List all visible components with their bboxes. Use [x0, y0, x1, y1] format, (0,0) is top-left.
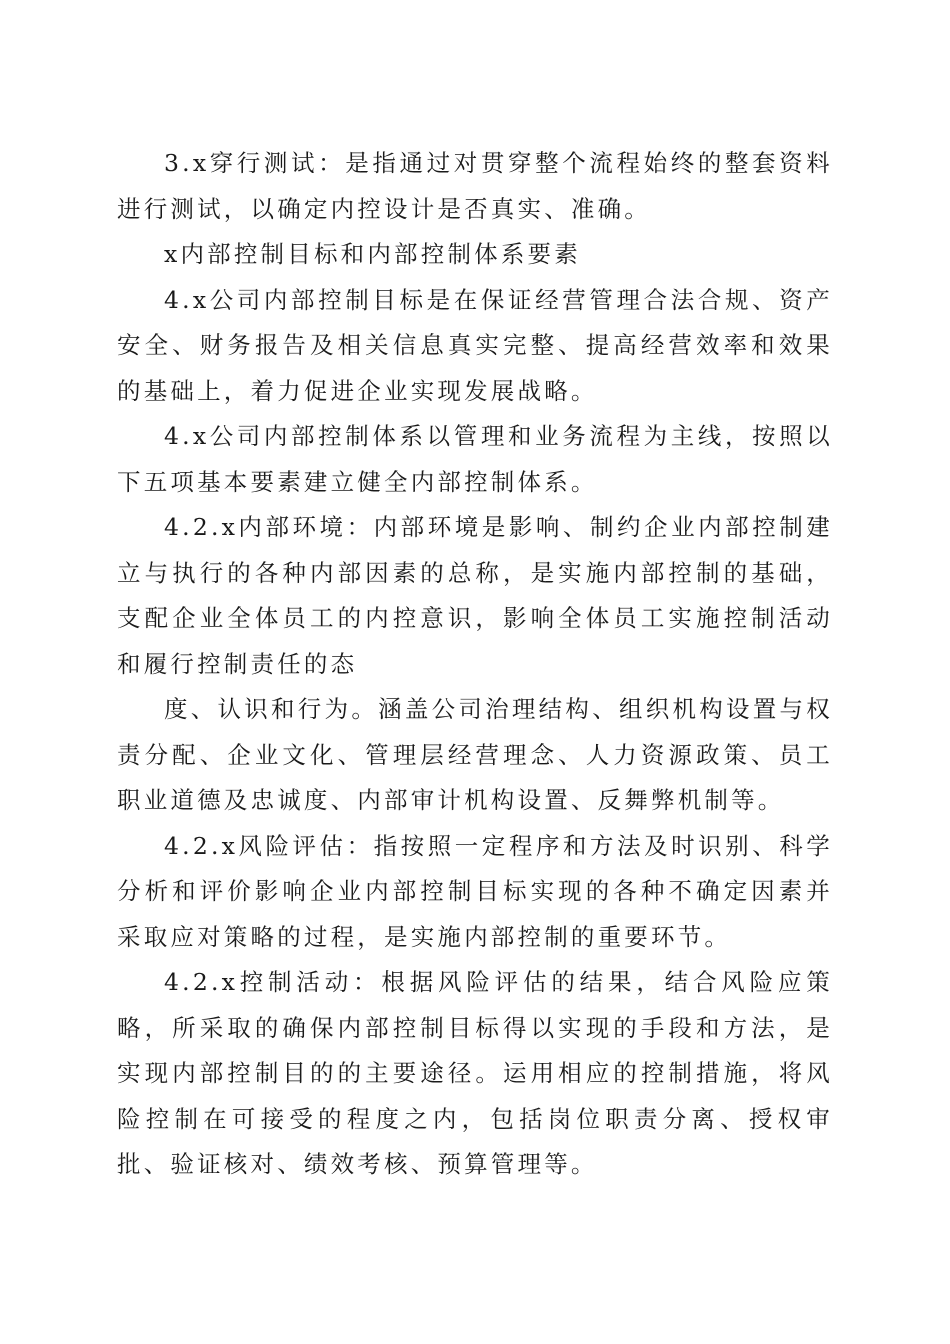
- section-heading-internal-control: x内部控制目标和内部控制体系要素: [164, 240, 581, 268]
- paragraph-internal-environment-continued: 度、认识和行为。涵盖公司治理结构、组织机构设置与权责分配、企业文化、管理层经营理念、人力资源政策、员工职业道德及忠诚度、内部审计机构设置、反舞弊机制等。: [117, 695, 833, 814]
- paragraph-control-activities: 4.2.x控制活动：根据风险评估的结果，结合风险应策略，所采取的确保内部控制目标得以实现的手段和方法，是实现内部控制目的的主要途径。运用相应的控制措施，将风险控制在可接受的程度之内，包括岗位职责分离、授权审批、验证核对、绩效考核、预算管理等。: [117, 968, 833, 1178]
- paragraph-walkthrough-test: 3.x穿行测试：是指通过对贯穿整个流程始终的整套资料进行测试，以确定内控设计是否真实、准确。: [117, 149, 833, 223]
- paragraph-internal-environment: 4.2.x内部环境：内部环境是影响、制约企业内部控制建立与执行的各种内部因素的总称，是实施内部控制的基础，支配企业全体员工的内控意识，影响全体员工实施控制活动和履行控制责任的态: [117, 513, 833, 678]
- paragraph-risk-assessment: 4.2.x风险评估：指按照一定程序和方法及时识别、科学分析和评价影响企业内部控制目标实现的各种不确定因素并采取应对策略的过程，是实施内部控制的重要环节。: [117, 831, 833, 951]
- document-body: [117, 141, 833, 1188]
- paragraph-control-system: 4.x公司内部控制体系以管理和业务流程为主线，按照以下五项基本要素建立健全内部控制体系。: [117, 422, 833, 496]
- paragraph-control-objectives: 4.x公司内部控制目标是在保证经营管理合法合规、资产安全、财务报告及相关信息真实完整、提高经营效率和效果的基础上，着力促进企业实现发展战略。: [117, 285, 833, 405]
